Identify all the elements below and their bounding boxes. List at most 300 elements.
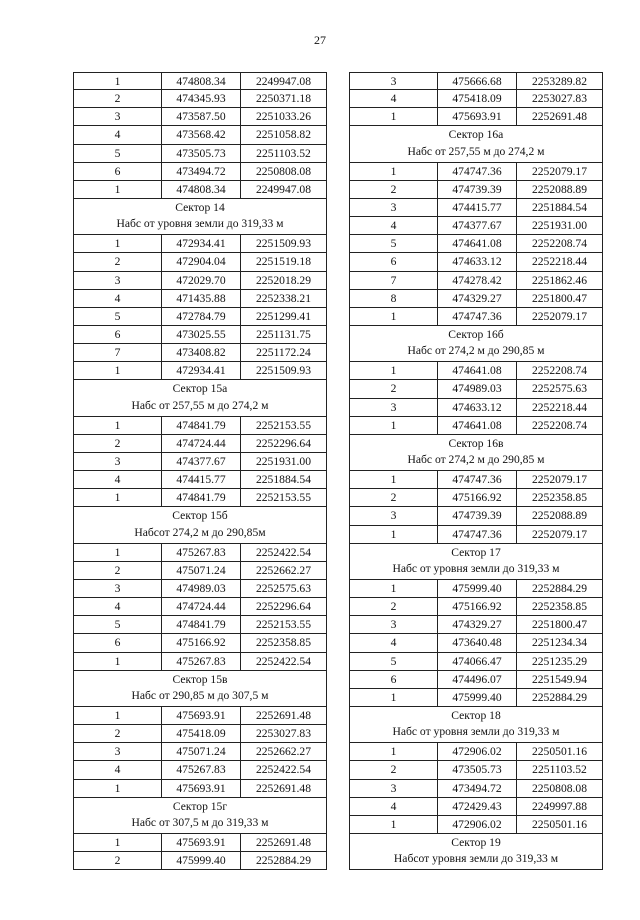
sector-header (349, 834, 603, 870)
point-number: 3 (74, 453, 162, 470)
sector-height-range: Набс от уровня земли до 319,33 м (392, 725, 560, 739)
y-coordinate: 2252208.74 (531, 418, 588, 432)
y-coordinate: 2252088.89 (531, 509, 588, 523)
sector-height-range: Набс от 307,5 м до 319,33 м (131, 816, 269, 830)
table-row (349, 290, 603, 308)
point-number: 1 (74, 707, 162, 724)
point-number: 3 (74, 272, 162, 289)
table-row (349, 72, 603, 90)
sector-title: Сектор 17 (451, 545, 501, 559)
y-coordinate: 2252884.29 (531, 690, 588, 704)
point-number: 3 (74, 743, 162, 760)
table-row (349, 526, 603, 544)
point-number: 7 (74, 344, 162, 361)
y-coordinate: 2251131.75 (256, 327, 311, 341)
point-number: 2 (350, 181, 438, 198)
point-number: 1 (350, 362, 438, 379)
y-coordinate: 2249947.08 (255, 182, 312, 196)
y-coordinate: 2252208.74 (531, 237, 588, 251)
table-row (73, 489, 327, 507)
point-number: 3 (350, 616, 438, 633)
point-number: 5 (74, 308, 162, 325)
y-coordinate: 2253027.83 (255, 727, 312, 741)
point-number: 1 (350, 308, 438, 325)
point-number: 3 (350, 399, 438, 416)
point-number: 5 (74, 145, 162, 162)
y-coordinate: 2252153.55 (255, 618, 312, 632)
point-number: 7 (350, 272, 438, 289)
x-coordinate: 475999.40 (162, 852, 241, 869)
x-coordinate: 475999.40 (438, 580, 517, 597)
table-row (73, 272, 327, 290)
table-row (73, 616, 327, 634)
x-coordinate: 474633.12 (438, 253, 517, 270)
x-coordinate: 473494.72 (162, 163, 241, 180)
y-coordinate: 2252153.55 (255, 491, 312, 505)
point-number: 2 (74, 253, 162, 270)
y-coordinate: 2252218.44 (531, 255, 588, 269)
y-coordinate: 2252296.64 (255, 436, 312, 450)
point-number: 6 (74, 634, 162, 651)
y-coordinate: 2249997.88 (531, 799, 588, 813)
table-row (349, 580, 603, 598)
point-number: 1 (74, 181, 162, 198)
x-coordinate: 474415.77 (438, 199, 517, 216)
y-coordinate: 2250501.16 (531, 817, 588, 831)
point-number: 5 (350, 653, 438, 670)
table-row (349, 199, 603, 217)
point-number: 2 (350, 489, 438, 506)
y-coordinate: 2252358.85 (531, 491, 588, 505)
point-number: 1 (350, 580, 438, 597)
table-row (73, 471, 327, 489)
x-coordinate: 474329.27 (438, 290, 517, 307)
point-number: 4 (74, 126, 162, 143)
point-number: 1 (350, 471, 438, 488)
y-coordinate: 2252662.27 (255, 745, 312, 759)
x-coordinate: 474841.79 (162, 417, 241, 434)
table-row (73, 562, 327, 580)
y-coordinate: 2252691.48 (255, 835, 312, 849)
y-coordinate: 2252358.85 (255, 636, 312, 650)
point-number: 1 (350, 163, 438, 180)
table-row (73, 344, 327, 362)
point-number: 2 (74, 725, 162, 742)
x-coordinate: 474641.08 (438, 362, 517, 379)
x-coordinate: 474633.12 (438, 399, 517, 416)
right-coordinate-table (349, 72, 603, 870)
x-coordinate: 472029.70 (162, 272, 241, 289)
point-number: 2 (350, 598, 438, 615)
table-row (349, 616, 603, 634)
y-coordinate: 2252088.89 (531, 182, 588, 196)
table-row (73, 108, 327, 126)
sector-height-range: Набс от уровня земли до 319,33 м (392, 562, 560, 576)
point-number: 1 (74, 235, 162, 252)
table-row (349, 598, 603, 616)
y-coordinate: 2252884.29 (255, 854, 312, 868)
table-row (73, 290, 327, 308)
point-number: 6 (74, 326, 162, 343)
sector-header (73, 507, 327, 543)
point-number: 1 (74, 834, 162, 851)
sector-header (349, 326, 603, 362)
y-coordinate: 2252575.63 (255, 581, 312, 595)
y-coordinate: 2252691.48 (531, 110, 588, 124)
x-coordinate: 474808.34 (162, 73, 241, 89)
point-number: 5 (350, 235, 438, 252)
sector-header (349, 126, 603, 162)
sector-header (349, 435, 603, 471)
point-number: 4 (74, 471, 162, 488)
y-coordinate: 2251862.46 (531, 273, 588, 287)
point-number: 1 (74, 73, 162, 89)
point-number: 2 (74, 852, 162, 869)
x-coordinate: 475267.83 (162, 544, 241, 561)
x-coordinate: 474989.03 (438, 380, 517, 397)
table-row (73, 253, 327, 271)
point-number: 4 (350, 798, 438, 815)
y-coordinate: 2251931.00 (255, 454, 312, 468)
x-coordinate: 475166.92 (162, 634, 241, 651)
y-coordinate: 2250808.08 (531, 781, 588, 795)
sector-height-range: Набс от 257,55 м до 274,2 м (407, 144, 545, 158)
sector-header (73, 671, 327, 707)
table-row (349, 816, 603, 834)
point-number: 4 (350, 634, 438, 651)
table-row (73, 435, 327, 453)
y-coordinate: 2252153.55 (255, 418, 312, 432)
x-coordinate: 475166.92 (438, 598, 517, 615)
y-coordinate: 2252884.29 (531, 582, 588, 595)
y-coordinate: 2252079.17 (531, 164, 588, 178)
y-coordinate: 2251103.52 (532, 763, 587, 777)
table-row (73, 653, 327, 671)
table-row (73, 326, 327, 344)
x-coordinate: 471435.88 (162, 290, 241, 307)
y-coordinate: 2251509.93 (255, 364, 312, 378)
point-number: 1 (74, 489, 162, 506)
point-number: 3 (350, 507, 438, 524)
y-coordinate: 2251931.00 (531, 219, 588, 233)
x-coordinate: 474415.77 (162, 471, 241, 488)
x-coordinate: 473587.50 (162, 108, 241, 125)
x-coordinate: 474496.07 (438, 671, 517, 688)
point-number: 2 (350, 761, 438, 778)
y-coordinate: 2251299.41 (255, 309, 312, 323)
sector-height-range: Набс от 290,85 м до 307,5 м (131, 689, 269, 703)
y-coordinate: 2252691.48 (255, 781, 312, 795)
x-coordinate: 472906.02 (438, 743, 517, 760)
table-row (73, 634, 327, 652)
x-coordinate: 475693.91 (438, 108, 517, 125)
x-coordinate: 475071.24 (162, 743, 241, 760)
sector-title: Сектор 15б (172, 509, 228, 523)
x-coordinate: 472906.02 (438, 816, 517, 833)
x-coordinate: 472934.41 (162, 235, 241, 252)
point-number: 1 (350, 417, 438, 434)
table-row (349, 253, 603, 271)
x-coordinate: 472934.41 (162, 362, 241, 379)
point-number: 6 (350, 253, 438, 270)
y-coordinate: 2252358.85 (531, 600, 588, 614)
sector-title: Сектор 18 (451, 708, 501, 722)
point-number: 1 (74, 780, 162, 797)
point-number: 1 (350, 526, 438, 543)
y-coordinate: 2252079.17 (531, 473, 588, 487)
sector-height-range: Набсот 274,2 м до 290,85м (134, 525, 266, 539)
table-row (73, 761, 327, 779)
x-coordinate: 474841.79 (162, 489, 241, 506)
x-coordinate: 473408.82 (162, 344, 241, 361)
x-coordinate: 474841.79 (162, 616, 241, 633)
sector-title: Сектор 16в (448, 436, 504, 450)
sector-header (73, 380, 327, 416)
y-coordinate: 2251172.24 (256, 346, 311, 360)
x-coordinate: 474278.42 (438, 272, 517, 289)
y-coordinate: 2251509.93 (255, 237, 312, 251)
y-coordinate: 2252018.29 (255, 273, 312, 287)
sector-title: Сектор 15в (172, 672, 228, 686)
y-coordinate: 2252208.74 (531, 364, 588, 378)
y-coordinate: 2251234.34 (531, 636, 588, 650)
sector-title: Сектор 14 (175, 200, 225, 214)
x-coordinate: 475693.91 (162, 707, 241, 724)
table-row (349, 634, 603, 652)
table-row (73, 707, 327, 725)
point-number: 4 (350, 217, 438, 234)
x-coordinate: 474377.67 (438, 217, 517, 234)
y-coordinate: 2252338.21 (255, 291, 312, 305)
table-row (73, 163, 327, 181)
sector-header (73, 199, 327, 235)
x-coordinate: 474739.39 (438, 181, 517, 198)
point-number: 1 (74, 653, 162, 670)
x-coordinate: 474641.08 (438, 235, 517, 252)
table-row (73, 743, 327, 761)
point-number: 3 (350, 780, 438, 797)
y-coordinate: 2252422.54 (255, 763, 312, 777)
table-row (73, 598, 327, 616)
table-row (73, 780, 327, 798)
y-coordinate: 2253289.82 (531, 75, 588, 88)
point-number: 1 (350, 816, 438, 833)
x-coordinate: 475999.40 (438, 689, 517, 706)
x-coordinate: 474739.39 (438, 507, 517, 524)
point-number: 4 (74, 761, 162, 778)
table-row (73, 852, 327, 870)
x-coordinate: 474747.36 (438, 163, 517, 180)
table-row (349, 489, 603, 507)
x-coordinate: 475267.83 (162, 653, 241, 670)
x-coordinate: 473568.42 (162, 126, 241, 143)
point-number: 1 (74, 417, 162, 434)
x-coordinate: 474329.27 (438, 616, 517, 633)
y-coordinate: 2252575.63 (531, 382, 588, 396)
x-coordinate: 473505.73 (162, 145, 241, 162)
sector-height-range: Набсот уровня земли до 319,33 м (393, 852, 559, 866)
sector-title: Сектор 16б (448, 327, 504, 341)
page-number: 27 (314, 33, 326, 47)
point-number: 6 (74, 163, 162, 180)
table-row (349, 380, 603, 398)
y-coordinate: 2251033.26 (255, 110, 312, 124)
x-coordinate: 475693.91 (162, 834, 241, 851)
point-number: 4 (350, 90, 438, 107)
point-number: 2 (74, 562, 162, 579)
sector-height-range: Набс от 274,2 м до 290,85 м (407, 344, 545, 358)
point-number: 3 (74, 108, 162, 125)
x-coordinate: 474377.67 (162, 453, 241, 470)
point-number: 2 (74, 435, 162, 452)
table-row (349, 671, 603, 689)
y-coordinate: 2251800.47 (531, 618, 588, 632)
sector-header (349, 707, 603, 743)
table-row (73, 308, 327, 326)
table-row (349, 217, 603, 235)
sector-header (349, 544, 603, 580)
table-row (349, 761, 603, 779)
table-row (73, 72, 327, 90)
point-number: 1 (350, 743, 438, 760)
point-number: 3 (350, 73, 438, 89)
table-row (349, 181, 603, 199)
table-row (73, 90, 327, 108)
point-number: 3 (350, 199, 438, 216)
y-coordinate: 2251800.47 (531, 291, 588, 305)
x-coordinate: 474747.36 (438, 308, 517, 325)
y-coordinate: 2252662.27 (255, 563, 312, 577)
x-coordinate: 474989.03 (162, 580, 241, 597)
table-row (73, 544, 327, 562)
table-row (349, 272, 603, 290)
y-coordinate: 2252079.17 (531, 527, 588, 541)
table-row (349, 743, 603, 761)
x-coordinate: 474747.36 (438, 471, 517, 488)
table-row (73, 126, 327, 144)
point-number: 3 (74, 580, 162, 597)
y-coordinate: 2251235.29 (531, 654, 588, 668)
table-row (73, 580, 327, 598)
y-coordinate: 2251103.52 (256, 146, 311, 160)
table-row (73, 235, 327, 253)
table-row (349, 90, 603, 108)
y-coordinate: 2251549.94 (531, 672, 588, 686)
sector-height-range: Набс от 257,55 м до 274,2 м (131, 398, 269, 412)
point-number: 5 (74, 616, 162, 633)
x-coordinate: 474724.44 (162, 435, 241, 452)
y-coordinate: 2251519.18 (255, 255, 312, 269)
x-coordinate: 473640.48 (438, 634, 517, 651)
table-row (349, 780, 603, 798)
x-coordinate: 474641.08 (438, 417, 517, 434)
table-row (349, 108, 603, 126)
x-coordinate: 472429.43 (438, 798, 517, 815)
x-coordinate: 472904.04 (162, 253, 241, 270)
y-coordinate: 2252079.17 (531, 309, 588, 323)
x-coordinate: 475418.09 (438, 90, 517, 107)
y-coordinate: 2251884.54 (531, 201, 588, 214)
y-coordinate: 2250808.08 (255, 164, 312, 178)
y-coordinate: 2252296.64 (255, 600, 312, 614)
point-number: 1 (74, 362, 162, 379)
point-number: 1 (74, 544, 162, 561)
sector-title: Сектор 19 (451, 835, 501, 849)
y-coordinate: 2250501.16 (531, 745, 588, 759)
point-number: 1 (350, 108, 438, 125)
table-row (73, 362, 327, 380)
table-row (349, 399, 603, 417)
y-coordinate: 2252422.54 (255, 545, 312, 559)
y-coordinate: 2252691.48 (255, 708, 312, 722)
point-number: 4 (74, 598, 162, 615)
y-coordinate: 2251058.82 (255, 128, 312, 142)
table-row (73, 725, 327, 743)
table-row (349, 362, 603, 380)
y-coordinate: 2252422.54 (255, 654, 312, 668)
table-row (349, 653, 603, 671)
sector-header (73, 798, 327, 834)
x-coordinate: 475666.68 (438, 73, 517, 89)
x-coordinate: 474724.44 (162, 598, 241, 615)
sector-title: Сектор 15а (172, 382, 228, 396)
y-coordinate: 2250371.18 (255, 92, 312, 106)
x-coordinate: 475071.24 (162, 562, 241, 579)
point-number: 8 (350, 290, 438, 307)
sector-height-range: Набс от 274,2 м до 290,85 м (407, 453, 545, 467)
y-coordinate: 2253027.83 (531, 92, 588, 106)
table-row (349, 689, 603, 707)
x-coordinate: 474747.36 (438, 526, 517, 543)
table-row (349, 308, 603, 326)
x-coordinate: 474345.93 (162, 90, 241, 107)
x-coordinate: 474808.34 (162, 181, 241, 198)
table-row (73, 453, 327, 471)
x-coordinate: 473025.55 (162, 326, 241, 343)
table-row (73, 834, 327, 852)
table-row (349, 235, 603, 253)
point-number: 2 (350, 380, 438, 397)
x-coordinate: 475418.09 (162, 725, 241, 742)
x-coordinate: 473505.73 (438, 761, 517, 778)
point-number: 4 (74, 290, 162, 307)
y-coordinate: 2251884.54 (255, 473, 312, 487)
table-row (349, 507, 603, 525)
y-coordinate: 2252218.44 (531, 400, 588, 414)
x-coordinate: 475166.92 (438, 489, 517, 506)
left-coordinate-table (73, 72, 327, 870)
x-coordinate: 475693.91 (162, 780, 241, 797)
sector-title: Сектор 16а (448, 128, 504, 142)
table-row (349, 417, 603, 435)
sector-title: Сектор 15г (172, 799, 228, 813)
point-number: 6 (350, 671, 438, 688)
y-coordinate: 2249947.08 (255, 75, 312, 88)
x-coordinate: 473494.72 (438, 780, 517, 797)
table-row (349, 798, 603, 816)
sector-height-range: Набс от уровня земли до 319,33 м (116, 217, 284, 231)
table-row (73, 145, 327, 163)
table-row (73, 417, 327, 435)
table-row (349, 471, 603, 489)
table-row (73, 181, 327, 199)
x-coordinate: 472784.79 (162, 308, 241, 325)
point-number: 2 (74, 90, 162, 107)
x-coordinate: 474066.47 (438, 653, 517, 670)
x-coordinate: 475267.83 (162, 761, 241, 778)
table-row (349, 163, 603, 181)
point-number: 1 (350, 689, 438, 706)
